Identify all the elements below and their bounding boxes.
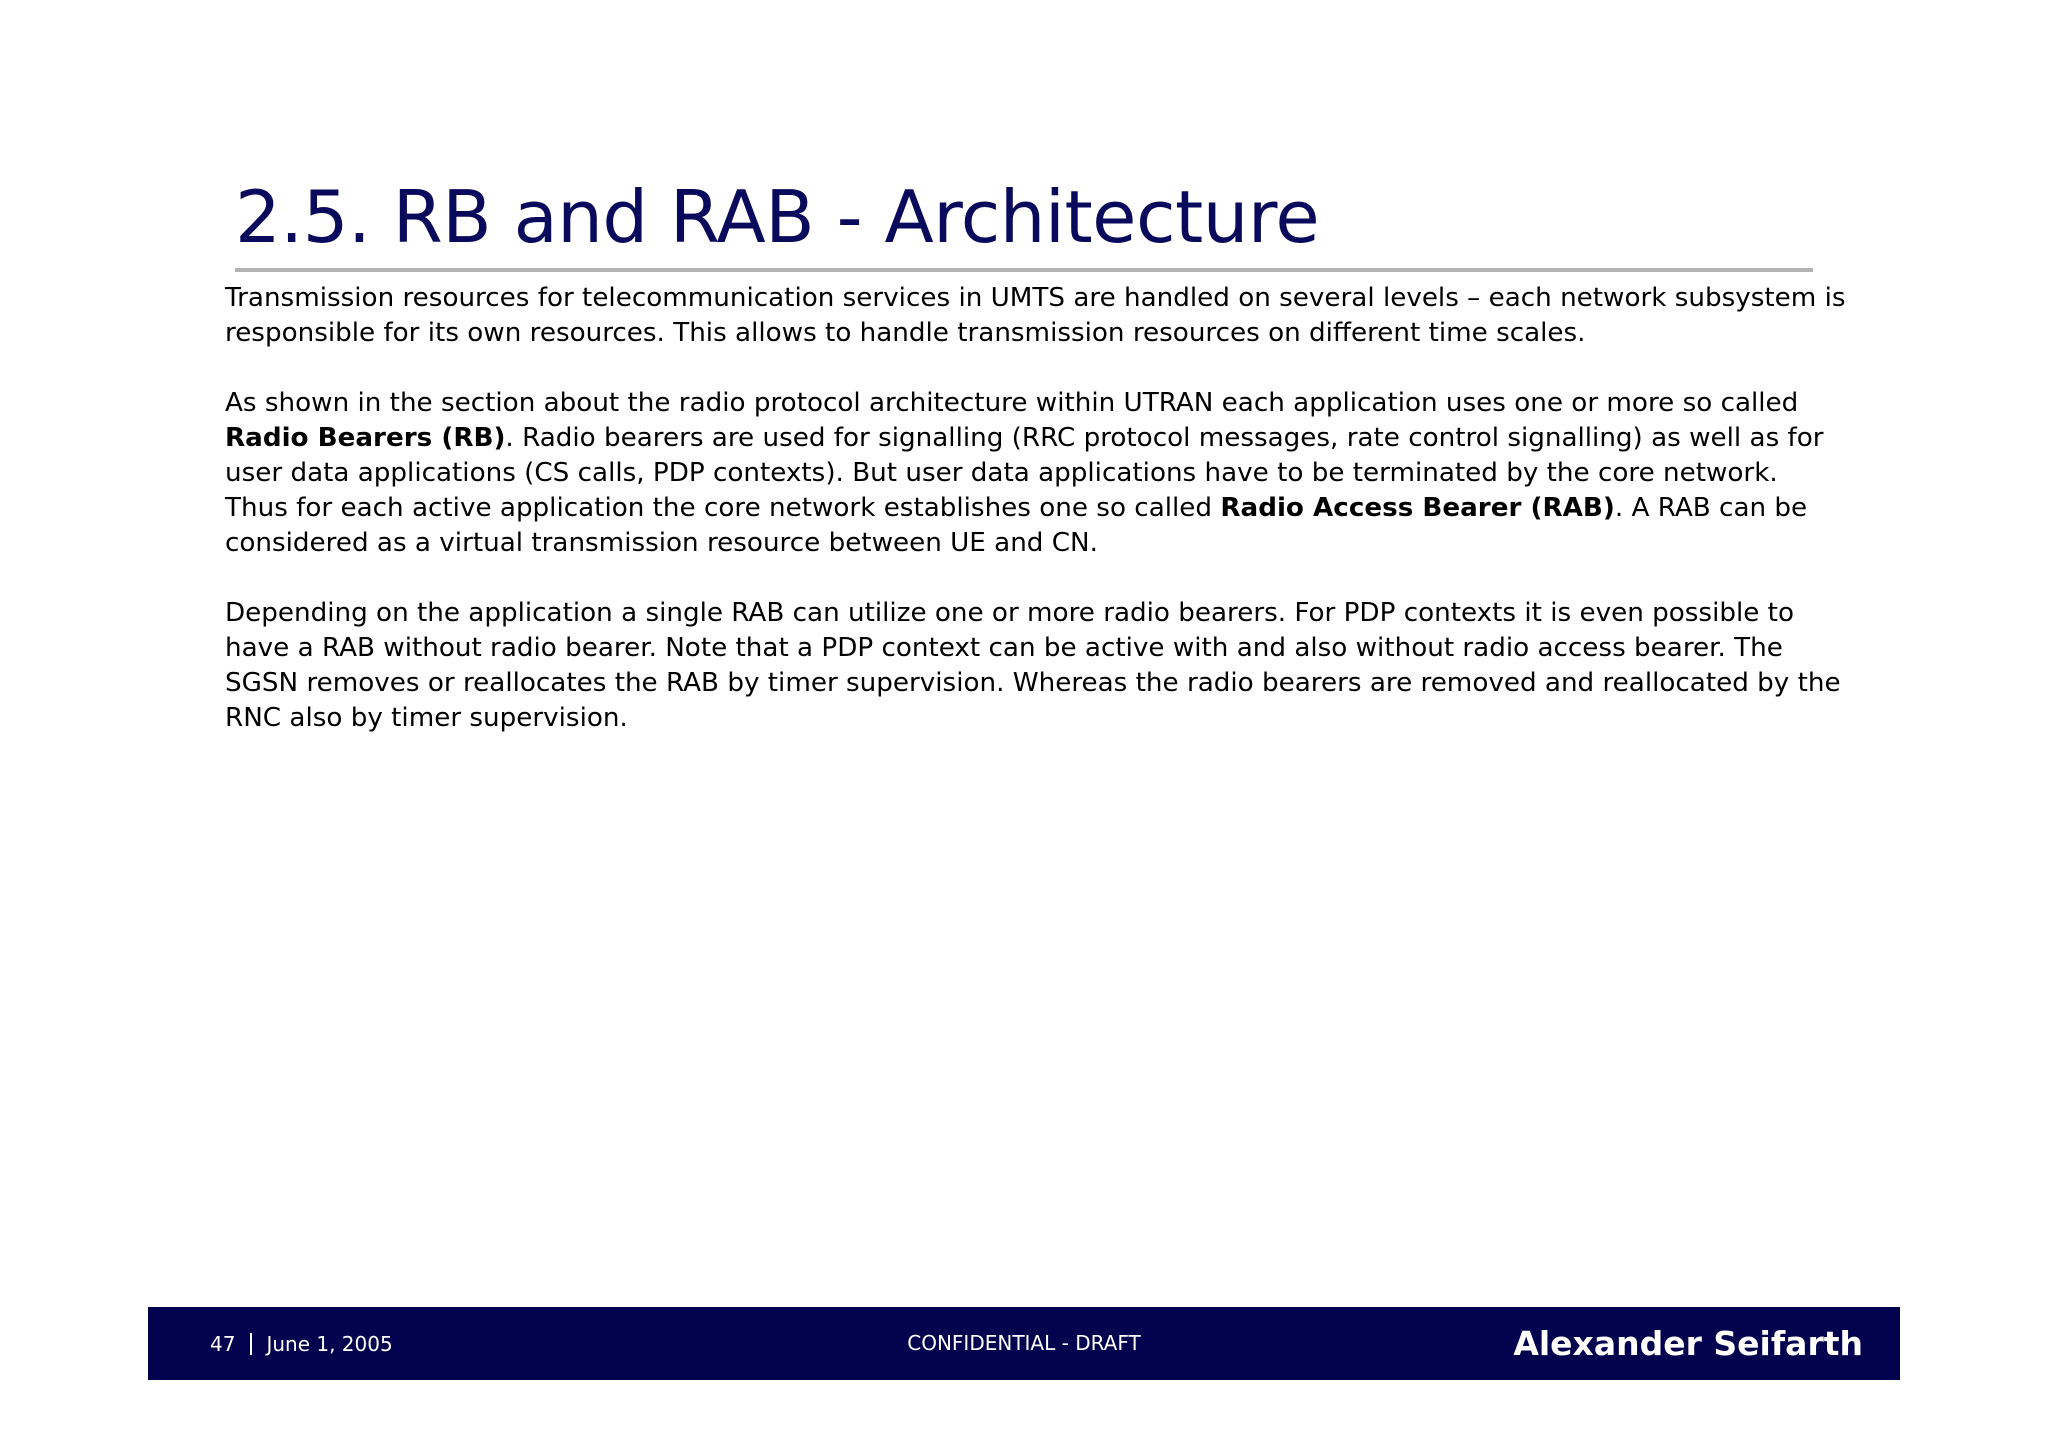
text-line: have a RAB without radio bearer. Note that a PDP context can be active with and also without radio access bearer. The <box>225 633 1783 663</box>
text-line <box>225 491 1825 526</box>
text-run: . A RAB can be <box>1614 493 1808 523</box>
text-line <box>225 421 1825 456</box>
text-line: user data applications (CS calls, PDP contexts). But user data applications have to be terminated by the core network. <box>225 458 1778 488</box>
page-number: 47 <box>210 1331 236 1356</box>
term-radio-access-bearer: Radio Access Bearer (RAB) <box>1220 493 1615 523</box>
text-line: considered as a virtual transmission resource between UE and CN. <box>225 528 1098 558</box>
footer-separator <box>250 1333 252 1355</box>
paragraph-2 <box>225 386 1825 561</box>
slide-title: 2.5. RB and RAB - Architecture <box>235 175 1320 259</box>
text-line: Depending on the application a single RAB can utilize one or more radio bearers. For PDP contexts it is even possible to <box>225 598 1794 628</box>
footer-date: June 1, 2005 <box>266 1331 393 1356</box>
slide-body <box>225 281 1846 771</box>
footer-bar <box>148 1307 1900 1380</box>
footer-author: Alexander Seifarth <box>1513 1324 1863 1363</box>
text-run: . Radio bearers are used for signalling (RRC protocol messages, rate control signalling) as well as for <box>505 423 1824 453</box>
term-radio-bearers: Radio Bearers (RB) <box>225 423 506 453</box>
text-line: As shown in the section about the radio protocol architecture within UTRAN each application uses one or more so called <box>225 388 1799 418</box>
text-line: RNC also by timer supervision. <box>225 703 628 733</box>
paragraph-3 <box>225 596 1841 736</box>
title-divider <box>235 268 1813 272</box>
text-line: Transmission resources for telecommunication services in UMTS are handled on several levels – each network subsystem is <box>225 283 1846 313</box>
text-line: responsible for its own resources. This allows to handle transmission resources on different time scales. <box>225 318 1586 348</box>
footer-classification: CONFIDENTIAL - DRAFT <box>907 1331 1141 1355</box>
text-line: SGSN removes or reallocates the RAB by timer supervision. Whereas the radio bearers are removed and reallocated by the <box>225 668 1841 698</box>
paragraph-1 <box>225 281 1846 351</box>
text-run: Thus for each active application the core network establishes one so called <box>225 493 1221 523</box>
footer-left <box>210 1307 393 1380</box>
